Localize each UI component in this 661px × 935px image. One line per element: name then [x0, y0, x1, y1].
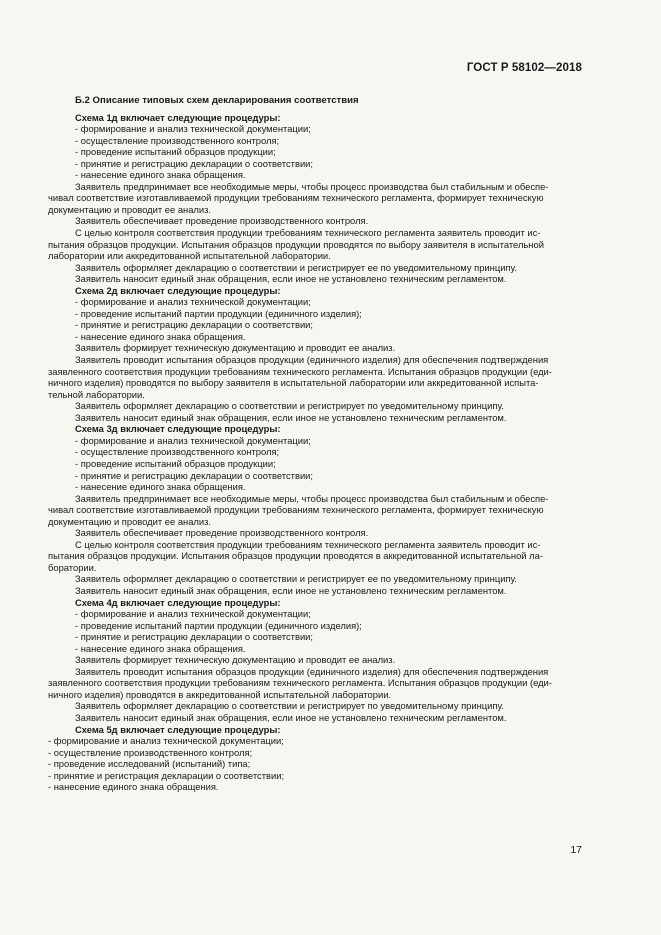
- text-line: - проведение испытаний образцов продукции;: [75, 457, 276, 469]
- text-line: лаборатории или аккредитованной испытательной лаборатории.: [48, 250, 331, 262]
- text-line: пытания образцов продукции. Испытания образцов продукции проводятся в аккредитованной испытательной ла-: [48, 550, 543, 562]
- text-line: - формирование и анализ технической документации;: [48, 735, 284, 747]
- text-line: - принятие и регистрацию декларации о соответствии;: [75, 469, 314, 481]
- text-line: Заявитель оформляет декларацию о соответствии и регистрирует ее по уведомительному принципу.: [75, 573, 517, 585]
- text-line: Заявитель наносит единый знак обращения, если иное не установлено техническим регламентом.: [75, 273, 507, 285]
- text-line: - принятие и регистрацию декларации о соответствии;: [75, 319, 314, 331]
- text-line: Заявитель наносит единый знак обращения, если иное не установлено техническим регламентом.: [75, 711, 507, 723]
- scheme-heading: Схема 2д включает следующие процедуры:: [75, 284, 281, 296]
- scheme-heading: Схема 3д включает следующие процедуры:: [75, 423, 281, 435]
- text-line: С целью контроля соответствия продукции требованиям технического регламента заявитель проводит ис-: [75, 227, 541, 239]
- text-line: заявленного соответствия продукции требованиям технического регламента. Испытания образцов продукции (еди-: [48, 365, 552, 377]
- text-line: документацию и проводит ее анализ.: [48, 203, 212, 215]
- page-number: 17: [570, 844, 582, 856]
- text-line: - нанесение единого знака обращения.: [48, 781, 219, 793]
- text-line: Заявитель формирует техническую документацию и проводит ее анализ.: [75, 654, 396, 666]
- text-line: - осуществление производственного контроля;: [48, 746, 253, 758]
- text-line: - принятие и регистрацию декларации о соответствии;: [75, 157, 314, 169]
- text-line: Заявитель оформляет декларацию о соответствии и регистрирует по уведомительному принципу.: [75, 700, 504, 712]
- text-line: Заявитель проводит испытания образцов продукции (единичного изделия) для обеспечения подтверждения: [75, 665, 549, 677]
- text-line: ничного изделия) проводятся в аккредитованной испытательной лаборатории.: [48, 688, 392, 700]
- document-body: [48, 95, 583, 793]
- text-line: чивал соответствие изготавливаемой продукции требованиям технического регламента, формирует техническую: [48, 192, 544, 204]
- text-line: Заявитель обеспечивает проведение производственного контроля.: [75, 215, 369, 227]
- text-line: пытания образцов продукции. Испытания образцов продукции проводятся по выбору заявителя в испытательной: [48, 238, 544, 250]
- text-line: - формирование и анализ технической документации;: [75, 434, 311, 446]
- section-title: Б.2 Описание типовых схем декларирования соответствия: [75, 95, 359, 106]
- text-line: Заявитель оформляет декларацию о соответствии и регистрирует ее по уведомительному принципу.: [75, 261, 517, 273]
- text-line: - проведение испытаний образцов продукции;: [75, 146, 276, 158]
- text-line: - принятие и регистрация декларации о соответствии;: [48, 769, 285, 781]
- text-line: - формирование и анализ технической документации;: [75, 296, 311, 308]
- text-line: документацию и проводит ее анализ.: [48, 515, 212, 527]
- text-line: Заявитель обеспечивает проведение производственного контроля.: [75, 527, 369, 539]
- text-line: - нанесение единого знака обращения.: [75, 642, 246, 654]
- text-line: Заявитель предпринимает все необходимые меры, чтобы процесс производства был стабильным и обеспе-: [75, 180, 549, 192]
- text-line: Заявитель формирует техническую документацию и проводит ее анализ.: [75, 342, 396, 354]
- text-line: заявленного соответствия продукции требованиям технического регламента. Испытания образцов продукции (еди-: [48, 677, 552, 689]
- text-line: - проведение испытаний партии продукции (единичного изделия);: [75, 619, 362, 631]
- scheme-heading: Схема 4д включает следующие процедуры:: [75, 596, 281, 608]
- text-line: - нанесение единого знака обращения.: [75, 481, 246, 493]
- text-line: - проведение исследований (испытаний) типа;: [48, 758, 251, 770]
- scheme-heading: Схема 1д включает следующие процедуры:: [75, 111, 281, 123]
- document-code: ГОСТ Р 58102—2018: [466, 62, 582, 74]
- text-line: С целью контроля соответствия продукции требованиям технического регламента заявитель проводит ис-: [75, 538, 541, 550]
- text-line: чивал соответствие изготавливаемой продукции требованиям технического регламента, формирует техническую: [48, 504, 544, 516]
- text-line: ничного изделия) проводятся по выбору заявителя в испытательной лаборатории или аккредитованной испыта-: [48, 377, 539, 389]
- text-line: Заявитель предпринимает все необходимые меры, чтобы процесс производства был стабильным и обеспе-: [75, 492, 549, 504]
- text-line: Заявитель оформляет декларацию о соответствии и регистрирует по уведомительному принципу.: [75, 400, 504, 412]
- text-lines: [48, 111, 583, 793]
- text-line: Заявитель проводит испытания образцов продукции (единичного изделия) для обеспечения подтверждения: [75, 354, 549, 366]
- text-line: - проведение испытаний партии продукции (единичного изделия);: [75, 307, 362, 319]
- text-line: - осуществление производственного контроля;: [75, 446, 280, 458]
- text-line: боратории.: [48, 561, 97, 573]
- text-line: тельной лаборатории.: [48, 388, 145, 400]
- text-line: - принятие и регистрацию декларации о соответствии;: [75, 631, 314, 643]
- scheme-heading: Схема 5д включает следующие процедуры:: [75, 723, 281, 735]
- text-line: - формирование и анализ технической документации;: [75, 123, 311, 135]
- text-line: - осуществление производственного контроля;: [75, 134, 280, 146]
- text-line: Заявитель наносит единый знак обращения, если иное не установлено техническим регламентом.: [75, 584, 507, 596]
- text-line: - нанесение единого знака обращения.: [75, 169, 246, 181]
- text-line: Заявитель наносит единый знак обращения, если иное не установлено техническим регламентом.: [75, 411, 507, 423]
- text-line: - формирование и анализ технической документации;: [75, 608, 311, 620]
- text-line: - нанесение единого знака обращения.: [75, 330, 246, 342]
